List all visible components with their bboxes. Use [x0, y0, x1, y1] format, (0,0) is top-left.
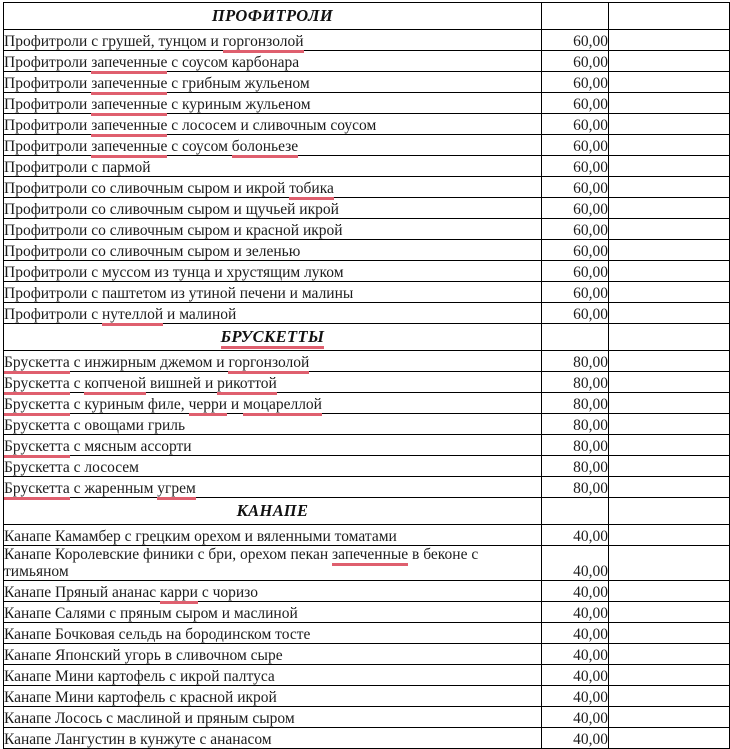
item-name-cell	[4, 177, 542, 198]
item-name-text: Канапе Камамбер с грецким орехом и вяленными томатами	[4, 528, 397, 545]
empty-cell	[609, 72, 730, 93]
item-name-text: Канапе Мини картофель с икрой палтуса	[4, 668, 275, 685]
misspelled-word: запеченные	[91, 96, 167, 116]
item-name-cell	[4, 240, 542, 261]
item-price-cell: 40,00	[542, 686, 609, 707]
item-price-cell: 60,00	[542, 198, 609, 219]
menu-table-body	[4, 3, 730, 749]
empty-cell	[609, 261, 730, 282]
menu-item-row	[4, 372, 730, 393]
empty-cell	[609, 156, 730, 177]
item-name-text: Профитроли со сливочным сыром и щучьей икрой	[4, 201, 339, 218]
misspelled-word: угрем	[157, 480, 196, 500]
item-name-text: с жаренным	[69, 480, 158, 497]
item-price-cell: 60,00	[542, 240, 609, 261]
item-name-text: Профитроли	[4, 75, 92, 92]
item-name-text: Профитроли со сливочным сыром и красной икрой	[4, 222, 343, 239]
item-name-text: Канапе Лосось с маслиной и пряным сыром	[4, 710, 295, 727]
section-header-row	[4, 324, 730, 351]
item-name-cell	[4, 546, 542, 581]
menu-item-row	[4, 707, 730, 728]
menu-item-row	[4, 72, 730, 93]
menu-item-row	[4, 135, 730, 156]
item-name-cell	[4, 51, 542, 72]
menu-item-row	[4, 177, 730, 198]
item-name-cell	[4, 623, 542, 644]
menu-item-row	[4, 114, 730, 135]
empty-cell	[609, 623, 730, 644]
empty-cell	[609, 707, 730, 728]
item-name-text: Профитроли	[4, 138, 92, 155]
menu-price-table	[3, 2, 730, 749]
item-name-text: Канапе Бочковая сельдь на бородинском тосте	[4, 626, 311, 643]
item-name-cell	[4, 30, 542, 51]
price-cell-empty	[542, 498, 609, 525]
empty-cell	[609, 135, 730, 156]
item-name-text: Брускетта с лососем	[4, 459, 139, 476]
menu-item-row	[4, 156, 730, 177]
menu-item-row	[4, 351, 730, 372]
item-price-cell: 40,00	[542, 525, 609, 546]
item-price-cell: 40,00	[542, 644, 609, 665]
item-name-cell	[4, 303, 542, 324]
item-name-text: Профитроли с пармой	[4, 159, 151, 176]
empty-cell	[609, 602, 730, 623]
item-name-text: с соусом	[167, 138, 232, 155]
item-price-cell: 80,00	[542, 393, 609, 414]
item-name-cell	[4, 219, 542, 240]
empty-cell	[609, 372, 730, 393]
menu-item-row	[4, 728, 730, 749]
item-name-text: с куриным жульеном	[167, 96, 311, 113]
item-name-cell	[4, 156, 542, 177]
item-price-cell: 80,00	[542, 435, 609, 456]
item-price-cell: 40,00	[542, 665, 609, 686]
item-name-text: Канапе Японский угорь в сливочном сыре	[4, 647, 283, 664]
misspelled-word: Брускетта	[4, 396, 70, 416]
empty-cell	[609, 30, 730, 51]
item-name-text: с инжирным джемом и	[69, 354, 229, 371]
item-name-cell	[4, 135, 542, 156]
empty-cell	[609, 3, 730, 30]
section-title: ПРОФИТРОЛИ	[211, 6, 334, 25]
item-price-cell: 80,00	[542, 456, 609, 477]
empty-cell	[609, 219, 730, 240]
item-price-cell: 60,00	[542, 114, 609, 135]
item-price-cell: 60,00	[542, 93, 609, 114]
empty-cell	[609, 546, 730, 581]
misspelled-word: запеченные	[91, 138, 167, 158]
menu-item-row	[4, 261, 730, 282]
menu-item-row	[4, 198, 730, 219]
empty-cell	[609, 477, 730, 498]
menu-item-row	[4, 219, 730, 240]
item-price-cell: 60,00	[542, 219, 609, 240]
empty-cell	[609, 240, 730, 261]
item-name-text: с куриным филе,	[69, 396, 189, 413]
empty-cell	[609, 728, 730, 749]
menu-item-row	[4, 51, 730, 72]
menu-item-row	[4, 546, 730, 581]
item-name-text: Профитроли с муссом из тунца и хрустящим луком	[4, 264, 344, 281]
menu-item-row	[4, 393, 730, 414]
item-name-cell	[4, 665, 542, 686]
misspelled-word: тобика	[289, 180, 334, 200]
misspelled-word: рикоттой	[217, 375, 277, 395]
item-name-text: Брускетта с овощами гриль	[4, 417, 186, 434]
item-name-text: с чоризо	[197, 584, 258, 601]
item-price-cell: 40,00	[542, 623, 609, 644]
empty-cell	[609, 414, 730, 435]
item-price-cell: 80,00	[542, 414, 609, 435]
menu-item-row	[4, 435, 730, 456]
item-price-cell: 40,00	[542, 602, 609, 623]
misspelled-word: Брускетта	[4, 354, 70, 374]
menu-item-row	[4, 30, 730, 51]
item-price-cell: 40,00	[542, 728, 609, 749]
item-name-cell	[4, 686, 542, 707]
empty-cell	[609, 282, 730, 303]
misspelled-word: копченой	[84, 375, 146, 395]
misspelled-word: черри	[189, 396, 227, 416]
item-price-cell: 80,00	[542, 372, 609, 393]
item-price-cell: 60,00	[542, 177, 609, 198]
item-name-cell	[4, 282, 542, 303]
item-name-text: Профитроли с паштетом из утиной печени и малины	[4, 285, 354, 302]
item-name-text: Канапе Королевские финики с бри, орехом пекан	[4, 546, 333, 563]
item-name-text: с мясным ассорти	[69, 438, 192, 455]
section-title-cell	[4, 498, 542, 525]
item-name-cell	[4, 581, 542, 602]
item-name-text: Профитроли со сливочным сыром и зеленью	[4, 243, 301, 260]
section-title-cell	[4, 324, 542, 351]
misspelled-word: Брускетта	[4, 375, 70, 395]
item-name-text: и малиной	[163, 306, 237, 323]
item-price-cell: 80,00	[542, 477, 609, 498]
item-price-cell: 60,00	[542, 51, 609, 72]
section-title: БРУСКЕТТЫ	[221, 327, 325, 349]
item-name-text: с	[69, 375, 85, 392]
misspelled-word: карри	[160, 584, 198, 604]
menu-item-row	[4, 623, 730, 644]
item-name-cell	[4, 602, 542, 623]
item-name-cell	[4, 114, 542, 135]
menu-item-row	[4, 686, 730, 707]
item-price-cell: 40,00	[542, 707, 609, 728]
price-cell-empty	[542, 324, 609, 351]
section-header-row	[4, 3, 730, 30]
document-page	[0, 2, 671, 748]
item-name-text: с грибным жульеном	[167, 75, 310, 92]
item-name-cell	[4, 728, 542, 749]
item-name-text: Канапе Пряный ананас	[4, 584, 160, 601]
item-price-cell: 60,00	[542, 156, 609, 177]
misspelled-word: горгонзолой	[228, 354, 309, 374]
menu-item-row	[4, 644, 730, 665]
item-name-cell	[4, 351, 542, 372]
item-name-text: Канапе Мини картофель с красной икрой	[4, 689, 277, 706]
misspelled-word: моцареллой	[243, 396, 322, 416]
item-price-cell: 60,00	[542, 72, 609, 93]
item-name-text: Канапе Лангустин в кунжуте с ананасом	[4, 731, 272, 748]
empty-cell	[609, 581, 730, 602]
item-name-cell	[4, 477, 542, 498]
empty-cell	[609, 686, 730, 707]
item-name-text: Профитроли	[4, 54, 92, 71]
item-price-cell: 60,00	[542, 261, 609, 282]
menu-item-row	[4, 477, 730, 498]
misspelled-word: запеченные	[332, 546, 408, 566]
item-name-cell	[4, 372, 542, 393]
item-name-text: вишней и	[146, 375, 218, 392]
section-title-cell	[4, 3, 542, 30]
item-name-cell	[4, 261, 542, 282]
item-price-cell: 60,00	[542, 303, 609, 324]
menu-item-row	[4, 93, 730, 114]
item-price-cell: 40,00	[542, 581, 609, 602]
section-title: КАНАПЕ	[236, 501, 309, 520]
item-name-cell	[4, 72, 542, 93]
item-name-text: Профитроли с грушей, тунцом и	[4, 33, 223, 50]
item-name-text: с лососем и сливочным соусом	[167, 117, 377, 134]
item-name-cell	[4, 198, 542, 219]
empty-cell	[609, 393, 730, 414]
item-price-cell: 40,00	[542, 546, 609, 581]
misspelled-word: болоньезе	[232, 138, 298, 158]
price-cell-empty	[542, 3, 609, 30]
empty-cell	[609, 644, 730, 665]
misspelled-word: запеченные	[91, 117, 167, 137]
empty-cell	[609, 198, 730, 219]
item-price-cell: 80,00	[542, 351, 609, 372]
empty-cell	[609, 93, 730, 114]
item-name-text: Профитроли со сливочным сыром и икрой	[4, 180, 290, 197]
empty-cell	[609, 177, 730, 198]
menu-item-row	[4, 240, 730, 261]
menu-item-row	[4, 525, 730, 546]
empty-cell	[609, 351, 730, 372]
item-name-cell	[4, 644, 542, 665]
misspelled-word: нутеллой	[102, 306, 163, 326]
empty-cell	[609, 324, 730, 351]
menu-item-row	[4, 414, 730, 435]
item-name-text: и	[227, 396, 244, 413]
menu-item-row	[4, 602, 730, 623]
empty-cell	[609, 665, 730, 686]
item-name-cell	[4, 393, 542, 414]
item-name-text: Профитроли	[4, 117, 92, 134]
item-name-text: Канапе Салями с пряным сыром и маслиной	[4, 605, 298, 622]
item-price-cell: 60,00	[542, 282, 609, 303]
empty-cell	[609, 435, 730, 456]
item-name-cell	[4, 456, 542, 477]
menu-item-row	[4, 665, 730, 686]
menu-item-row	[4, 303, 730, 324]
item-name-cell	[4, 707, 542, 728]
item-name-cell	[4, 525, 542, 546]
item-name-cell	[4, 414, 542, 435]
menu-item-row	[4, 456, 730, 477]
item-price-cell: 60,00	[542, 135, 609, 156]
item-name-cell	[4, 93, 542, 114]
section-header-row	[4, 498, 730, 525]
empty-cell	[609, 51, 730, 72]
misspelled-word: Брускетта	[4, 438, 70, 458]
misspelled-word: запеченные	[91, 75, 167, 95]
misspelled-word: Брускетта	[4, 480, 70, 500]
empty-cell	[609, 498, 730, 525]
misspelled-word: горгонзолой	[223, 33, 304, 53]
menu-item-row	[4, 581, 730, 602]
misspelled-word: запеченные	[91, 54, 167, 74]
item-price-cell: 60,00	[542, 30, 609, 51]
item-name-cell	[4, 435, 542, 456]
empty-cell	[609, 303, 730, 324]
item-name-text: в беконе с тимьяном	[4, 546, 479, 580]
item-name-text: с соусом карбонара	[167, 54, 300, 71]
empty-cell	[609, 525, 730, 546]
empty-cell	[609, 456, 730, 477]
menu-item-row	[4, 282, 730, 303]
item-name-text: Профитроли с	[4, 306, 102, 323]
empty-cell	[609, 114, 730, 135]
item-name-text: Профитроли	[4, 96, 92, 113]
